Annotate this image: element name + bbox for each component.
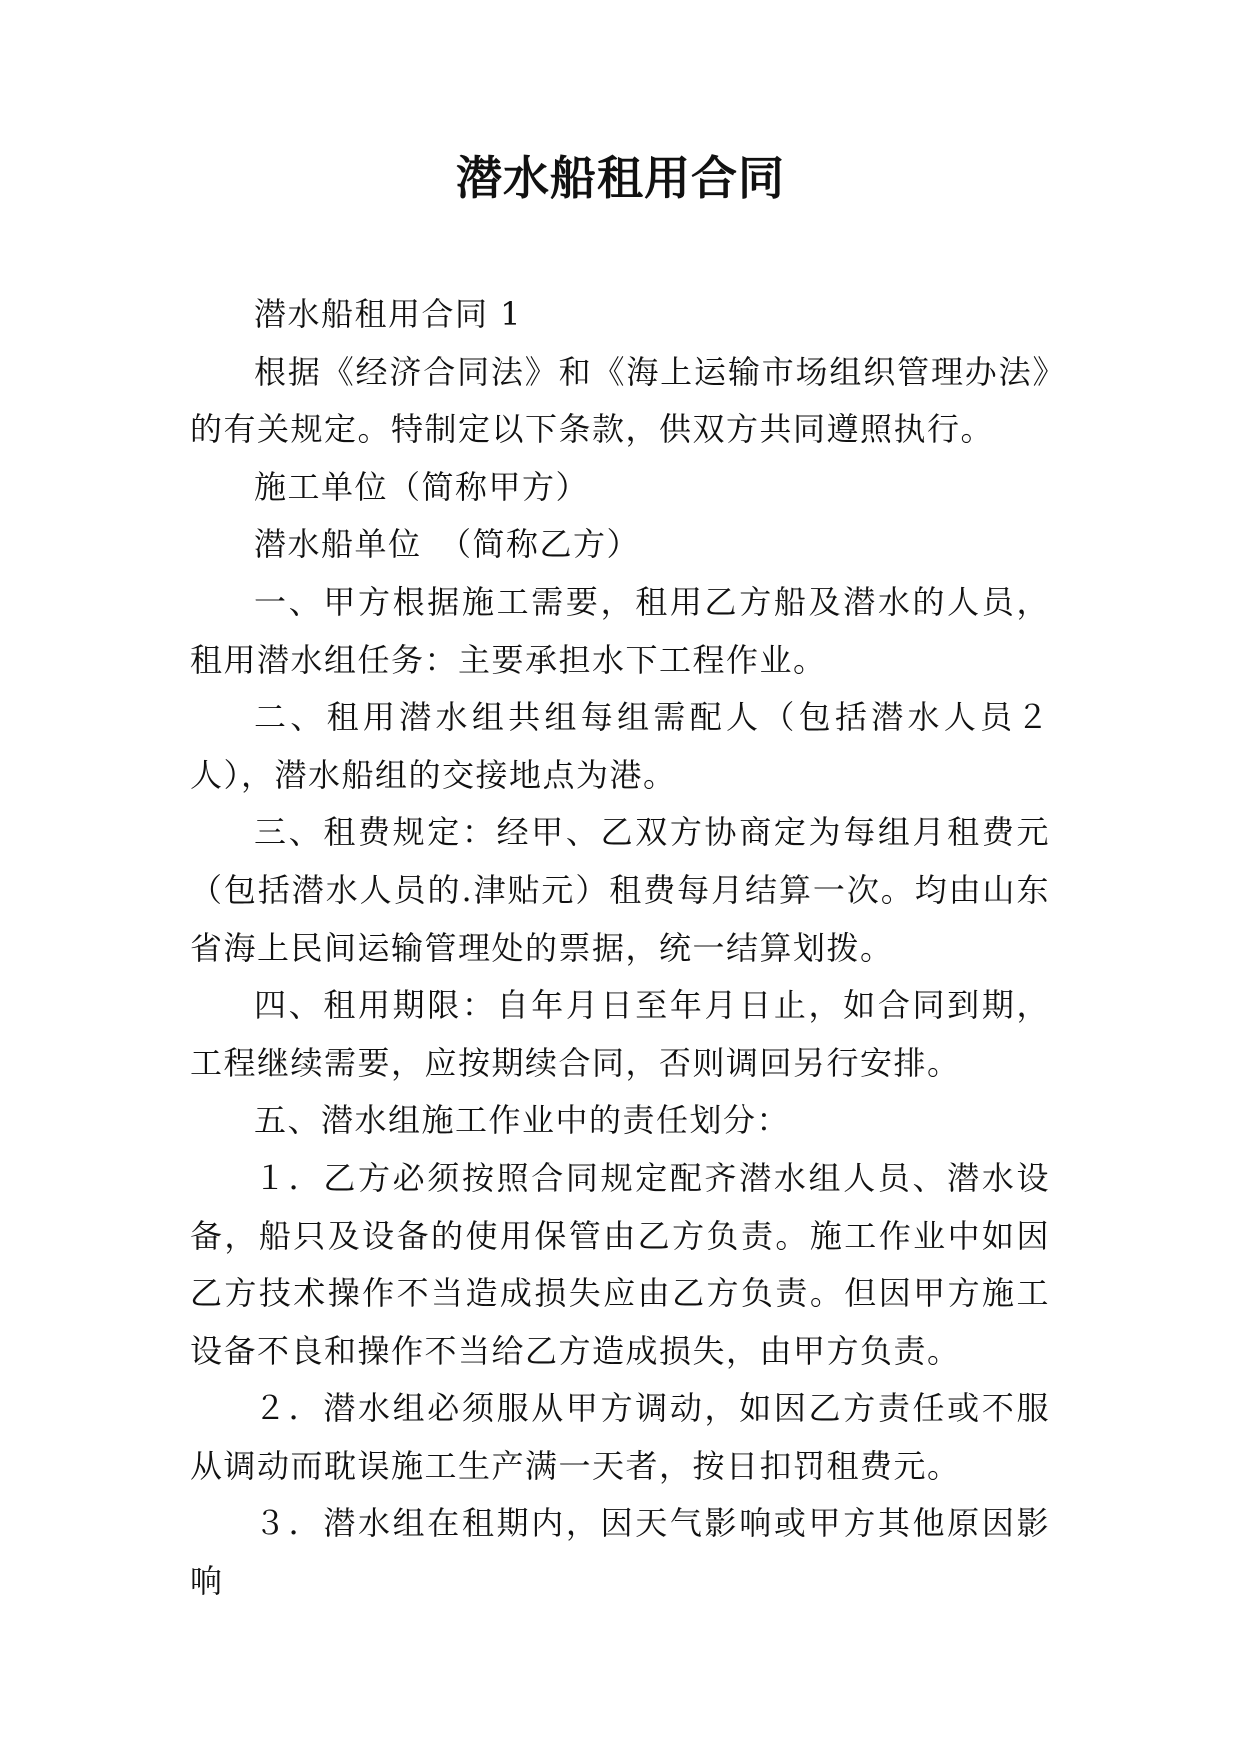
paragraph-clause-5: 五、潜水组施工作业中的责任划分： (254, 1101, 791, 1140)
paragraph-clause-2: 二、租用潜水组共组每组需配人（包括潜水人员２人），潜水船组的交接地点为港。 (190, 698, 1050, 794)
document-title: 潜水船租用合同 (456, 151, 785, 205)
paragraph-clause-1: 一、甲方根据施工需要，租用乙方船及潜水的人员，租用潜水组任务：主要承担水下工程作业。 (190, 582, 1050, 679)
paragraph-party-a: 施工单位（简称甲方） (254, 467, 590, 506)
paragraph-party-b: 潜水船单位 （简称乙方） (254, 525, 641, 564)
paragraph-item-2: ２．潜水组必须服从甲方调动，如因乙方责任或不服从调动而耽误施工生产满一天者，按日扣罚租费元。 (190, 1389, 1050, 1485)
paragraph-subtitle: 潜水船租用合同 1 (254, 295, 523, 333)
paragraph-clause-3: 三、租费规定：经甲、乙双方协商定为每组月租费元（包括潜水人员的.津贴元）租费每月结算一次。均由山东省海上民间运输管理处的票据，统一结算划拨。 (190, 813, 1050, 967)
paragraph-item-1: １．乙方必须按照合同规定配齐潜水组人员、潜水设备，船只及设备的使用保管由乙方负责。施工作业中如因乙方技术操作不当造成损失应由乙方负责。但因甲方施工设备不良和操作不当给乙方造成损失，由甲方负责。 (190, 1158, 1050, 1370)
paragraph-clause-4: 四、租用期限：自年月日至年月日止，如合同到期，工程继续需要，应按期续合同，否则调回另行安排。 (190, 986, 1050, 1082)
document-body (190, 286, 1050, 1611)
paragraph-preamble: 根据《经济合同法》和《海上运输市场组织管理办法》的有关规定。特制定以下条款，供双方共同遵照执行。 (190, 352, 1050, 449)
paragraph-item-3: ３．潜水组在租期内，因天气影响或甲方其他原因影响 (190, 1504, 1050, 1601)
